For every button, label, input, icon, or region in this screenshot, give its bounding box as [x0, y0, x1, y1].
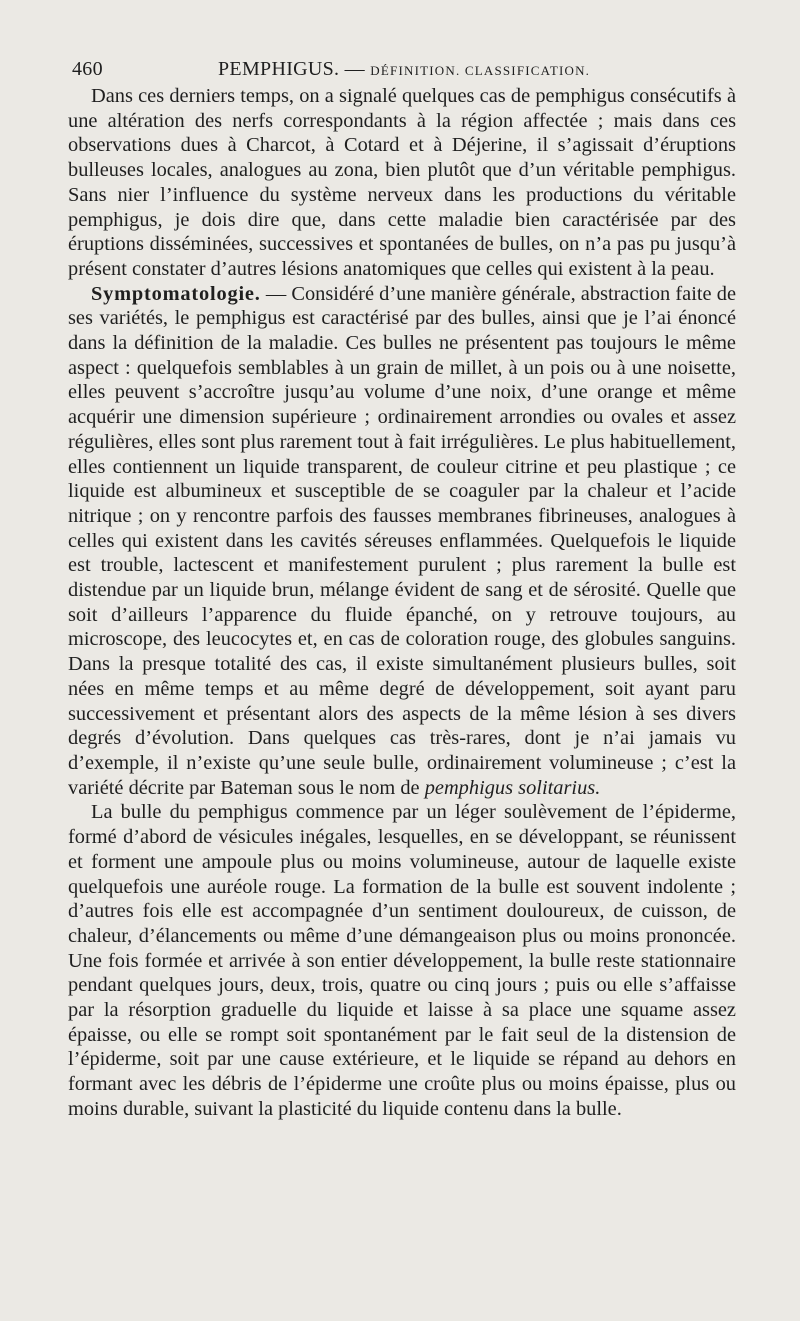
paragraph-symptomatology-text: — Considéré d’une manière générale, abstraction faite de ses variétés, le pemphigus est caractérisé par des bulles, ainsi que je l’ai énoncé dans la définition de la maladie. Ces bulles ne présentent pas toujours le même aspect : quelquefois semblables à un grain de millet, à un pois ou à une noisette, elles peuvent s’accroître jusqu’au volume d’une noix, d’une orange et même acquérir une dimension supérieure ; ordinairement arrondies ou ovales et assez régulières, elles sont plus rarement tout à fait irrégulières. Le plus habituellement, elles contiennent un liquide transparent, de couleur citrine et peu plastique ; ce liquide est albumineux et susceptible de se coaguler par la chaleur et l’acide nitrique ; on y rencontre parfois des fausses membranes fibrineuses, analogues à celles qui existent dans les cavités séreuses enflammées. Quelquefois le liquide est trouble, lactescent et manifestement purulent ; plus rarement la bulle est distendue par un liquide brun, mélange évident de sang et de sérosité. Quelle que soit d’ailleurs l’apparence du fluide épanché, on y retrouve toujours, au microscope, des leucocytes et, en cas de coloration rouge, des globules sanguins. Dans la presque totalité des cas, il existe simultanément plusieurs bulles, soit nées en même temps et au même degré de développement, soit ayant paru successivement et présentant alors des aspects de la même lésion à ses divers degrés d’évolution. Dans quelques cas très-rares, dont je n’ai jamais vu d’exemple, il n’existe qu’une seule bulle, ordinairement volumineuse ; c’est la variété décrite par Bateman sous le nom de	[68, 282, 736, 799]
page-number: 460	[72, 58, 103, 80]
paragraph-symptomatology	[68, 282, 736, 801]
pemphigus-solitarius-term: pemphigus solitarius.	[424, 776, 601, 799]
running-head-subtitle: DÉFINITION. CLASSIFICATION.	[370, 63, 591, 78]
body-text	[68, 84, 736, 1122]
running-head	[218, 58, 590, 81]
paragraph-nerves: Dans ces derniers temps, on a signalé quelques cas de pemphigus consécutifs à une altération des nerfs correspondants à la région affectée ; mais dans ces observations dues à Charcot, à Cotard et à Déjerine, il s’agissait d’éruptions bulleuses locales, analogues au zona, bien plutôt que d’un véritable pemphigus. Sans nier l’influence du système nerveux dans les productions du véritable pemphigus, je dois dire que, dans cette maladie bien caractérisée par des éruptions disséminées, successives et spontanées de bulles, on n’a pas pu jusqu’à présent constater d’autres lésions anatomiques que celles qui existent à la peau.	[68, 85, 736, 280]
running-head-title: PEMPHIGUS.	[218, 58, 340, 80]
page-header	[68, 50, 736, 84]
section-heading-symptomatologie: Symptomatologie.	[91, 282, 261, 305]
paragraph-bulle-evolution: La bulle du pemphigus commence par un léger soulèvement de l’épiderme, formé d’abord de vésicules inégales, lesquelles, en se développant, se réunissent et forment une ampoule plus ou moins volumineuse, autour de laquelle existe quelquefois une auréole rouge. La formation de la bulle est souvent indolente ; d’autres fois elle est accompagnée d’un sentiment douloureux, de cuisson, de chaleur, d’élancements ou même d’une démangeaison plus ou moins prononcée. Une fois formée et arrivée à son entier développement, la bulle reste stationnaire pendant quelques jours, deux, trois, quatre ou cinq jours ; puis ou elle s’affaisse par la résorption graduelle du liquide et laisse à sa place une squame assez épaisse, ou elle se rompt soit spontanément par le fait seul de la distension de l’épiderme, soit par une cause extérieure, et le liquide se répand au dehors en formant avec les débris de l’épiderme une croûte plus ou moins épaisse, plus ou moins durable, suivant la plasticité du liquide contenu dans la bulle.	[68, 801, 736, 1120]
running-head-dash: —	[344, 58, 365, 80]
